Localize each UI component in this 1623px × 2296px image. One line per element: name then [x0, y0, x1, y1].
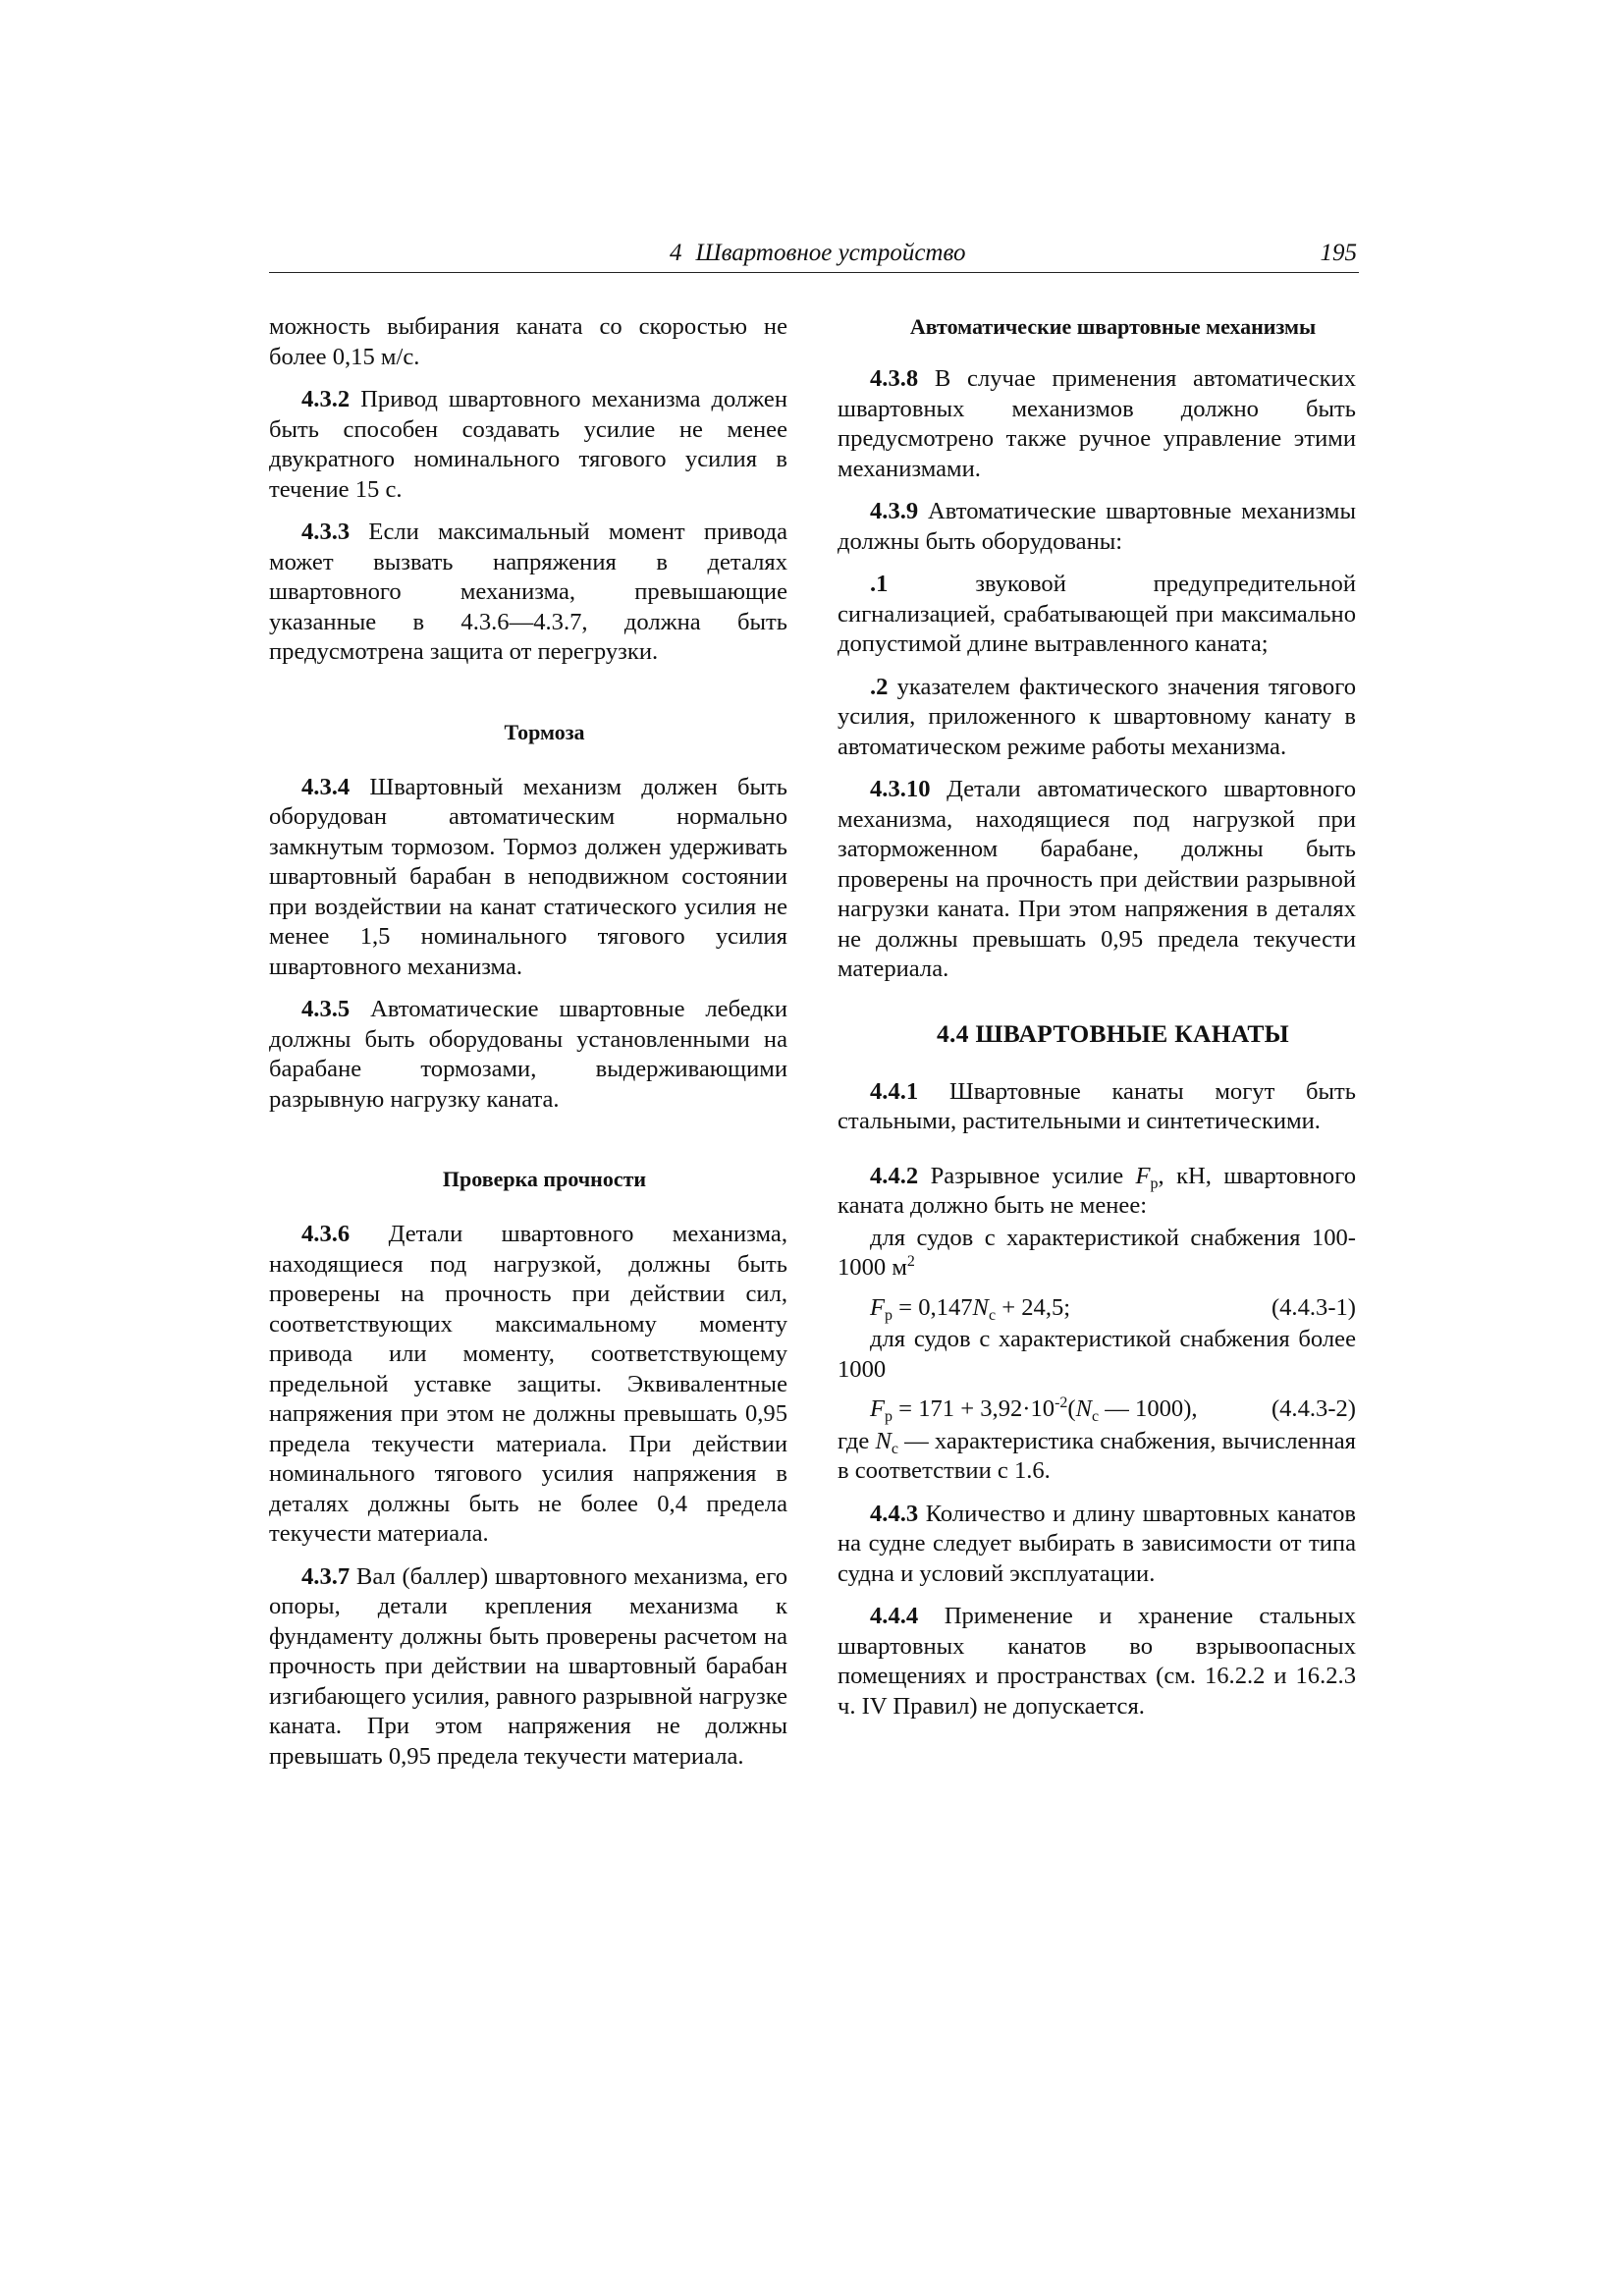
item-number: .1: [870, 571, 889, 597]
clause-text: Если максимальный момент привода может вызвать напряжения в деталях швартовного механизма, превышающие указанные в 4.3.6—4.3.7, должна быть предусмотрена защита от перегрузки.: [269, 519, 787, 665]
item-text: указателем фактического значения тягового усилия, приложенного к швартовному канату в автоматическом режиме работы механизма.: [838, 673, 1356, 760]
clause-text: Разрывное усилие: [918, 1162, 1136, 1189]
clause-number: 4.4.4: [870, 1603, 919, 1629]
clause-number: 4.3.8: [870, 365, 919, 392]
item-number: .2: [870, 673, 889, 700]
formula-number: (4.4.3-1): [1271, 1293, 1356, 1321]
formula-part: (: [1067, 1395, 1076, 1422]
condition-2: для судов с характеристикой снабжения более 1000: [838, 1326, 1356, 1383]
clause-text: Швартовный механизм должен быть оборудован автоматическим нормально замкнутым тормозом. Тормоз должен удерживать швартовный барабан в неподвижном состоянии при воздействии на канат статического усилия не менее 1,5 номинального тягового усилия швартовного механизма.: [269, 773, 787, 980]
subheading-brakes: Тормоза: [504, 719, 585, 744]
clause-number: 4.3.4: [301, 773, 351, 800]
subscript-p: р: [1150, 1175, 1159, 1192]
clause-text: Швартовные канаты могут быть стальными, растительными и синтетическими.: [838, 1077, 1356, 1134]
clause-number: 4.3.6: [301, 1221, 351, 1247]
paragraph-continuation: можность выбирания каната со скоростью не более 0,15 м/с.: [269, 313, 787, 370]
symbol-N: N: [875, 1427, 892, 1454]
clause-number: 4.3.5: [301, 996, 351, 1022]
formula-number: (4.4.3-2): [1271, 1395, 1356, 1422]
paragraph-4-3-10: [838, 775, 1356, 985]
paragraph-4-4-3: [838, 1500, 1356, 1590]
clause-text: Количество и длину швартовных канатов на судне следует выбирать в зависимости от типа судна и условий эксплуатации.: [838, 1500, 1356, 1587]
clause-number: 4.3.7: [301, 1562, 351, 1590]
chapter-number: 4: [670, 240, 682, 266]
symbol-F: F: [870, 1395, 886, 1422]
clause-number: 4.4.2: [870, 1162, 919, 1189]
paragraph-4-3-4: [269, 773, 787, 983]
superscript-2: 2: [906, 1253, 915, 1270]
list-item-1: [838, 570, 1356, 660]
right-column: [838, 312, 1356, 1734]
condition-text: для судов с характеристикой снабжения 100-1000 м: [838, 1224, 1356, 1281]
clause-text: Применение и хранение стальных швартовных канатов во взрывоопасных помещениях и пространствах (см. 16.2.2 и 16.2.3 ч. IV Правил) не допускается.: [838, 1603, 1356, 1720]
clause-text: Автоматические швартовные лебедки должны быть оборудованы установленными на барабане тормозами, выдерживающими разрывную нагрузку каната.: [269, 996, 787, 1113]
left-column: [269, 312, 787, 1784]
symbol-F: F: [1135, 1162, 1151, 1189]
subheading-auto-mechanisms: Автоматические швартовные механизмы: [909, 314, 1317, 339]
chapter-title: Швартовное устройство: [695, 240, 966, 266]
subscript-c: с: [891, 1440, 898, 1457]
running-header: [269, 239, 1359, 273]
subscript-c: с: [988, 1306, 997, 1324]
symbol-N: N: [1075, 1395, 1093, 1422]
formula-part: = 0,147: [893, 1293, 973, 1321]
paragraph-4-4-4: [838, 1602, 1356, 1722]
subscript-c: с: [1092, 1408, 1100, 1425]
paragraph-4-4-1: [838, 1077, 1356, 1137]
formula-part: = 171 + 3,92·10: [893, 1395, 1055, 1422]
list-item-2: [838, 673, 1356, 763]
paragraph-4-3-7: [269, 1562, 787, 1773]
formula-part: + 24,5;: [996, 1293, 1071, 1321]
clause-number: 4.3.2: [301, 386, 351, 412]
paragraph-4-3-5: [269, 995, 787, 1115]
clause-text: Привод швартовного механизма должен быть способен создавать усилие не менее двукратного номинального тягового усилия в течение 15 с.: [269, 386, 787, 503]
clause-number: 4.4.1: [870, 1077, 919, 1105]
clause-text: Детали швартовного механизма, находящиеся под нагрузкой, должны быть проверены на прочность при действии сил, соответствующих максимальному моменту привода или моменту, соответствующему предельной уставке защиты. Эквивалентные напряжения при этом не должны превышать 0,95 предела текучести материала. При действии номинального тягового усилия напряжения в деталях должны быть не более 0,4 предела текучести материала.: [269, 1221, 787, 1547]
paragraph-4-3-8: [838, 364, 1356, 484]
header-title: [670, 239, 966, 268]
formula-expression: [838, 1293, 1070, 1324]
clause-number: 4.3.3: [301, 519, 351, 545]
clause-number: 4.4.3: [870, 1500, 919, 1527]
paragraph-4-4-2: [838, 1162, 1356, 1222]
clause-text: Вал (баллер) швартовного механизма, его опоры, детали крепления механизма к фундаменту должны быть проверены расчетом на прочность при действии на швартовный барабан изгибающего усилия, равного разрывной нагрузке каната. При этом напряжения не должны превышать 0,95 предела текучести материала.: [269, 1562, 787, 1770]
clause-text: Автоматические швартовные механизмы должны быть оборудованы:: [838, 498, 1356, 555]
subscript-p: р: [885, 1408, 893, 1425]
formula-part: — 1000),: [1099, 1395, 1198, 1422]
subheading-strength-check: Проверка прочности: [442, 1167, 647, 1191]
symbol-F: F: [870, 1293, 886, 1321]
clause-number: 4.3.10: [870, 776, 931, 802]
clause-number: 4.3.9: [870, 498, 919, 524]
where-text: — характеристика снабжения, вычисленная в соответствии с 1.6.: [838, 1427, 1356, 1484]
formula-4-4-3-1: [838, 1293, 1356, 1324]
where-clause: [838, 1427, 1356, 1487]
clause-text: Детали автоматического швартовного механизма, находящиеся под нагрузкой при заторможенном барабане, должны быть проверены на прочность при действии разрывной нагрузки каната. При этом напряжения в деталях не должны превышать 0,95 предела текучести материала.: [838, 776, 1356, 982]
section-heading-4-4: 4.4 ШВАРТОВНЫЕ КАНАТЫ: [937, 1018, 1289, 1048]
exponent: -2: [1055, 1394, 1068, 1411]
formula-expression: [838, 1394, 1198, 1425]
subscript-p: р: [885, 1306, 893, 1324]
paragraph-4-3-2: [269, 385, 787, 505]
paragraph-4-3-3: [269, 518, 787, 668]
paragraph-4-3-9: [838, 497, 1356, 557]
clause-text: , кН, швартовного каната должно быть не менее:: [838, 1162, 1356, 1219]
formula-4-4-3-2: [838, 1394, 1356, 1425]
item-text: звуковой предупредительной сигнализацией, срабатывающей при максимально допустимой длине вытравленного каната;: [838, 571, 1356, 657]
paragraph-4-3-6: [269, 1220, 787, 1550]
condition-1: [838, 1224, 1356, 1284]
clause-text: В случае применения автоматических швартовных механизмов должно быть предусмотрено также ручное управление этими механизмами.: [838, 365, 1356, 482]
symbol-N: N: [972, 1293, 989, 1321]
page-number: 195: [1320, 240, 1357, 266]
where-text: где: [838, 1427, 876, 1454]
